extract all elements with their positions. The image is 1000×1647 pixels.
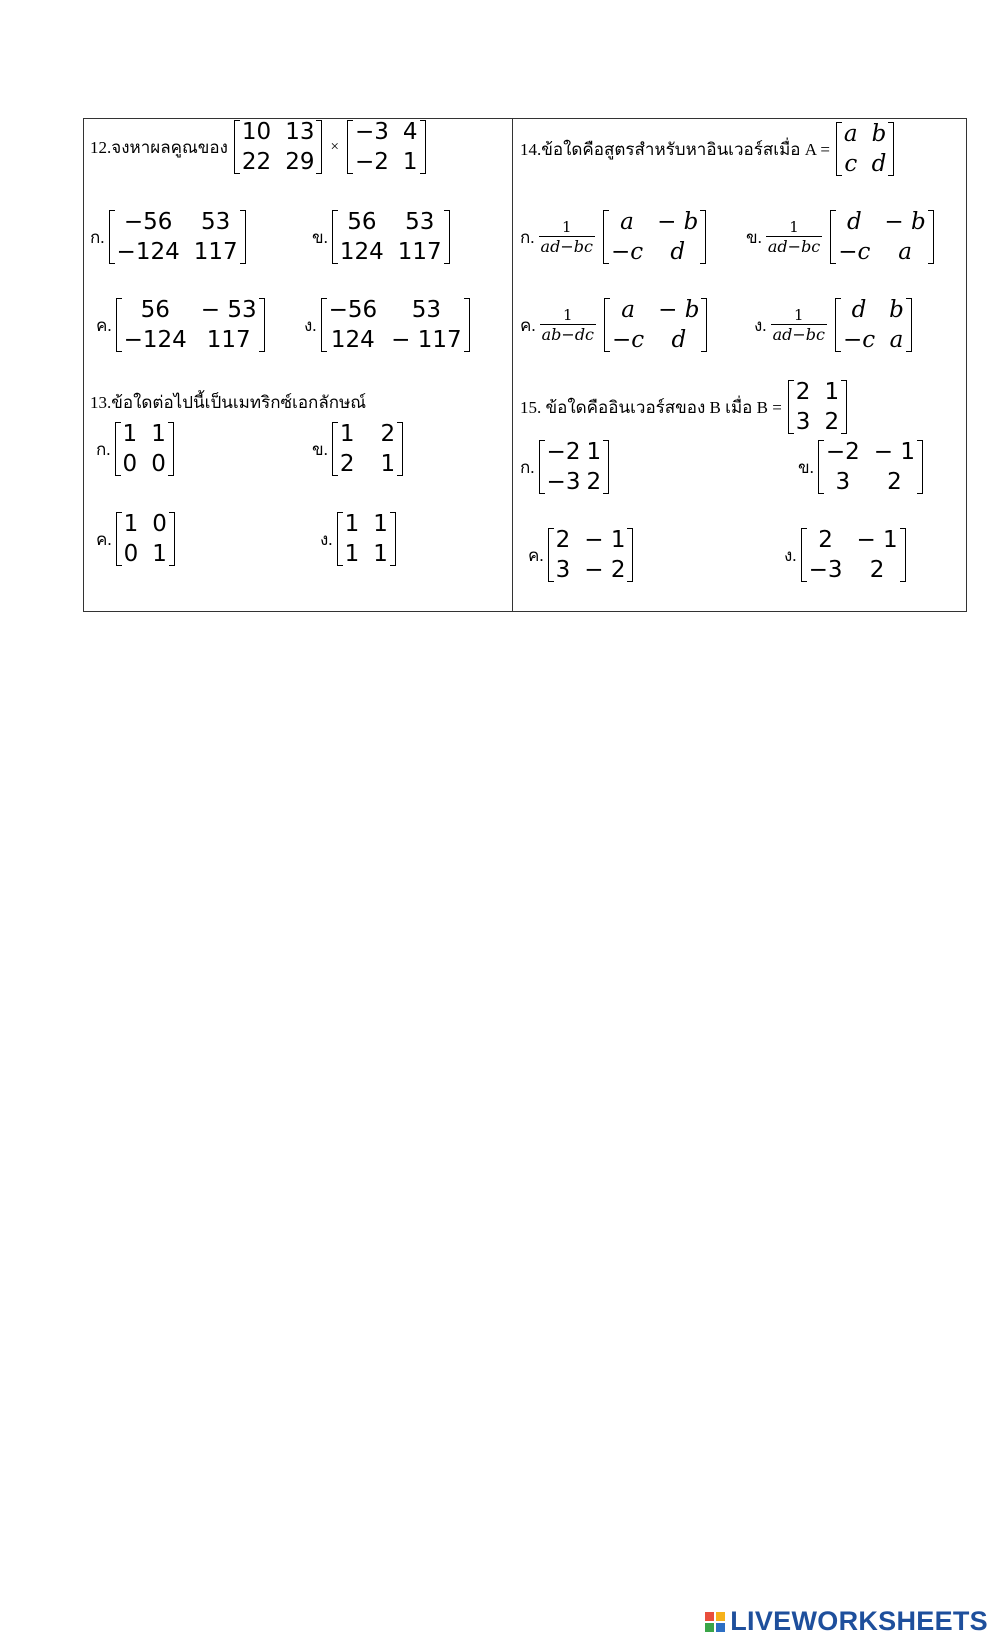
q12-prompt-row [90,119,426,175]
logo-mark-square [716,1623,725,1632]
fraction-numerator: 1 [789,217,799,236]
matrix-cell: 2 [869,557,885,583]
matrix-cell: 0 [123,541,139,567]
q13-option-b[interactable] [312,417,403,481]
matrix-cell: −2 [546,439,581,465]
option-label: ข. [312,439,328,459]
matrix-cell: 2 [586,469,602,495]
matrix-cell: b [871,121,887,147]
matrix-cell: −c [838,239,871,265]
q15-option-d-matrix [801,525,906,585]
q14-option-c[interactable] [520,293,707,357]
q13-option-c-matrix [116,509,175,569]
fraction-numerator: 1 [793,305,804,324]
q15-option-a[interactable] [520,435,609,499]
matrix-cell: 10 [241,119,272,145]
q15-option-c-matrix [548,525,634,585]
matrix-cell: 1 [824,379,840,405]
matrix-cell: 2 [887,469,902,495]
option-label: ค. [528,545,544,565]
option-label: ก. [520,457,535,477]
matrix-cell: 1 [339,421,355,447]
option-label: ง. [320,529,333,549]
matrix-cell: −124 [123,327,187,353]
fraction-numerator: 1 [561,217,572,236]
q12-left-matrix [234,117,323,177]
q15-option-a-matrix [539,437,610,497]
matrix-cell: 3 [555,557,571,583]
matrix-cell: 53 [411,297,441,323]
option-label: ง. [784,545,797,565]
matrix-cell: 1 [151,421,166,447]
matrix-cell: 1 [344,541,360,567]
matrix-cell: −56 [328,297,378,323]
matrix-cell: d [846,209,862,235]
matrix-cell: − 1 [856,527,898,553]
fraction [771,306,827,345]
q13-option-b-matrix [332,419,403,479]
liveworksheets-logo-icon [705,1612,725,1632]
logo-mark-square [716,1612,725,1621]
option-label: ข. [746,227,762,247]
option-label: ค. [96,315,112,335]
q12-option-a-matrix [109,207,246,267]
matrix-cell: a [620,209,634,235]
q15-option-c[interactable] [528,523,633,587]
q13-prompt: 13.ข้อใดต่อไปนี้เป็นเมทริกซ์เอกลักษณ์ [90,392,367,412]
quiz-table [83,118,967,612]
matrix-cell: − 2 [584,557,626,583]
matrix-cell: d [671,327,687,353]
matrix-cell: 0 [151,451,166,477]
q12-option-d-matrix [321,295,470,355]
matrix-cell: 0 [152,511,167,537]
q14-matrix-a [836,119,894,179]
matrix-cell: 29 [285,149,315,175]
q14-option-d-matrix [835,295,912,355]
fraction [539,218,595,257]
matrix-cell: 117 [206,327,251,353]
logo-text: LIVEWORKSHEETS [730,1606,988,1636]
matrix-cell: − 53 [200,297,257,323]
matrix-cell: −2 [354,149,389,175]
matrix-cell: −124 [116,239,180,265]
matrix-cell: 2 [339,451,355,477]
matrix-cell: 2 [818,527,833,553]
q13-option-d-matrix [337,509,396,569]
q12-option-d[interactable] [304,293,470,357]
matrix-cell: −3 [354,119,389,145]
matrix-cell: 53 [405,209,435,235]
matrix-cell: −c [610,239,644,265]
matrix-cell: 53 [201,209,231,235]
option-label: ค. [96,529,112,549]
matrix-cell: a [843,121,858,147]
fraction-numerator: 1 [563,305,573,324]
matrix-cell: 1 [380,451,396,477]
q12-prompt: 12.จงหาผลคูณของ [90,137,228,157]
q12-option-c-matrix [116,295,265,355]
matrix-cell: a [621,297,635,323]
option-label: ข. [312,227,328,247]
matrix-cell: 2 [795,379,811,405]
q14-option-d[interactable] [754,293,912,357]
q14-option-a[interactable] [520,205,706,269]
matrix-cell: 1 [123,511,139,537]
matrix-cell: 1 [586,439,602,465]
matrix-cell: 1 [373,541,388,567]
fraction-denominator: ab−dc [541,324,595,344]
matrix-cell: 2 [824,409,840,435]
matrix-cell: −56 [123,209,173,235]
matrix-cell: d [871,151,887,177]
q14-prompt: 14.ข้อใดคือสูตรสำหรับหาอินเวอร์สเมื่อ A = [520,139,830,159]
liveworksheets-logo [705,1606,988,1637]
matrix-cell: a [889,327,904,353]
matrix-cell: 4 [402,119,418,145]
q12-option-a[interactable] [90,205,246,269]
matrix-cell: c [844,151,858,177]
q14-option-b-matrix [830,207,933,267]
q15-prompt: 15. ข้อใดคืออินเวอร์สของ B เมื่อ B = [520,397,782,417]
q15-matrix-b [788,377,847,437]
matrix-cell: 13 [285,119,315,145]
matrix-cell: −c [612,327,645,353]
matrix-cell: 0 [122,451,138,477]
fraction [540,306,596,345]
matrix-cell: 1 [373,511,388,537]
q14-option-b[interactable] [746,205,934,269]
matrix-cell: d [851,297,867,323]
matrix-cell: 1 [344,511,360,537]
matrix-cell: 2 [380,421,396,447]
matrix-cell: 1 [402,149,418,175]
q12-option-c[interactable] [96,293,265,357]
q15-prompt-row [520,377,847,437]
option-label: ก. [90,227,105,247]
matrix-cell: 117 [397,239,442,265]
matrix-cell: − 117 [391,327,462,353]
matrix-cell: d [670,239,686,265]
q15-option-d[interactable] [784,523,906,587]
matrix-cell: − b [657,209,699,235]
times-sign: × [330,138,339,155]
q13-option-a[interactable] [96,417,174,481]
q14-prompt-row [520,119,894,179]
matrix-cell: − 1 [873,439,915,465]
matrix-cell: −2 [825,439,860,465]
option-label: ก. [96,439,111,459]
q12-option-b[interactable] [312,205,450,269]
matrix-cell: b [889,297,904,323]
q15-option-b[interactable] [798,435,923,499]
matrix-cell: 3 [835,469,851,495]
matrix-cell: −3 [546,469,581,495]
matrix-cell: 56 [140,297,170,323]
q12-right-matrix [347,117,426,177]
matrix-cell: 117 [193,239,238,265]
matrix-cell: − b [658,297,700,323]
q12-option-b-matrix [332,207,450,267]
matrix-cell: − 1 [584,527,626,553]
q13-option-a-matrix [115,419,174,479]
matrix-cell: 2 [555,527,571,553]
matrix-cell: 56 [347,209,377,235]
matrix-cell: 22 [241,149,272,175]
option-label: ข. [798,457,814,477]
matrix-cell: 1 [152,541,167,567]
fraction-denominator: ad−bc [540,236,593,256]
logo-mark-square [705,1623,714,1632]
option-label: ง. [754,315,767,335]
matrix-cell: a [898,239,912,265]
matrix-cell: 3 [795,409,811,435]
q14-option-a-matrix [603,207,706,267]
q13-prompt-row [90,387,366,417]
logo-mark-square [705,1612,714,1621]
column-divider [512,119,513,611]
q13-option-d[interactable] [320,507,396,571]
matrix-cell: 1 [122,421,138,447]
option-label: ก. [520,227,535,247]
matrix-cell: 124 [330,327,375,353]
q14-option-c-matrix [604,295,707,355]
option-label: ง. [304,315,317,335]
matrix-cell: − b [884,209,926,235]
q13-option-c[interactable] [96,507,175,571]
option-label: ค. [520,315,536,335]
fraction-denominator: ad−bc [772,324,825,344]
matrix-cell: 124 [339,239,384,265]
fraction [766,218,822,257]
matrix-cell: −3 [808,557,843,583]
fraction-denominator: ad−bc [767,236,821,256]
q15-option-b-matrix [818,437,923,497]
matrix-cell: −c [842,327,876,353]
